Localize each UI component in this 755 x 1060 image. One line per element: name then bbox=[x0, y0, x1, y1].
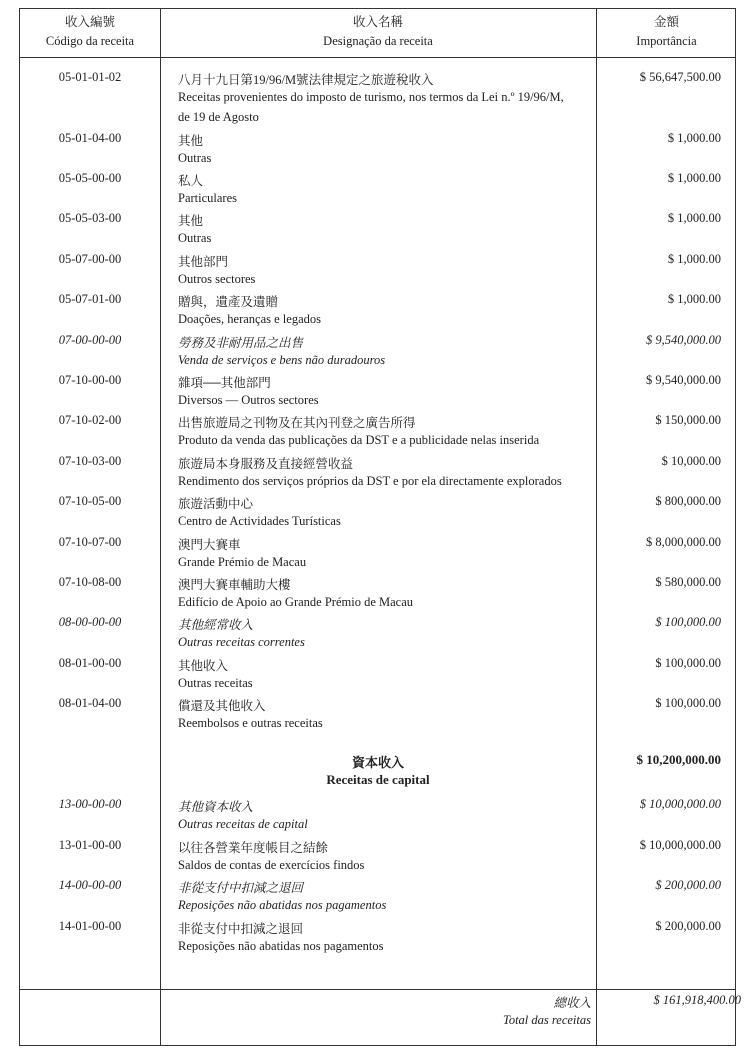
table-row bbox=[20, 369, 735, 409]
designation-zh: 出售旅遊局之刊物及在其內刊登之廣告所得 bbox=[178, 416, 416, 431]
header-designation bbox=[160, 13, 596, 51]
designation-zh: 其他 bbox=[178, 214, 204, 229]
header-code bbox=[20, 13, 160, 51]
header-amount bbox=[596, 13, 737, 51]
designation-pt: Saldos de contas de exercícios findos bbox=[178, 857, 365, 872]
table-row bbox=[20, 531, 735, 571]
capital-amount: $ 10,200,000.00 bbox=[636, 752, 721, 768]
designation-pt-cont: de 19 de Agosto bbox=[178, 110, 259, 124]
designation-zh: 償還及其他收入 bbox=[178, 699, 266, 714]
designation-pt: Outras receitas de capital bbox=[178, 817, 308, 832]
designation-zh: 旅遊活動中心 bbox=[178, 497, 254, 512]
revenue-code: 05-01-01-02 bbox=[58, 70, 122, 84]
table-row bbox=[20, 167, 735, 207]
amount: $ 200,000.00 bbox=[655, 918, 721, 933]
designation-zh: 澳門大賽車輔助大樓 bbox=[178, 577, 291, 592]
total-divider bbox=[20, 989, 735, 990]
amount: $ 1,000.00 bbox=[667, 170, 721, 185]
designation-zh: 非從支付中扣減之退回 bbox=[178, 881, 304, 896]
designation-zh: 勞務及非耐用品之出售 bbox=[178, 335, 304, 350]
header-desc-zh: 收入名稱 bbox=[352, 15, 403, 29]
amount: $ 1,000.00 bbox=[667, 292, 721, 307]
designation-pt: Reembolsos e outras receitas bbox=[178, 716, 323, 731]
rows-current bbox=[20, 66, 735, 732]
designation-zh: 其他 bbox=[178, 133, 204, 148]
revenue-code: 05-07-01-00 bbox=[58, 292, 122, 307]
table-row bbox=[20, 127, 735, 167]
designation-zh: 其他資本收入 bbox=[178, 800, 254, 815]
table-row bbox=[20, 329, 735, 369]
designation-zh: 澳門大賽車 bbox=[178, 537, 241, 552]
designation-zh: 其他經常收入 bbox=[178, 618, 254, 633]
amount: $ 580,000.00 bbox=[655, 574, 721, 589]
table-row bbox=[20, 409, 735, 449]
amount: $ 8,000,000.00 bbox=[646, 534, 721, 549]
revenue-code: 07-10-00-00 bbox=[58, 372, 122, 387]
designation-zh: 以往各營業年度帳目之結餘 bbox=[178, 840, 329, 855]
designation-pt: Outras receitas bbox=[178, 675, 253, 690]
amount: $ 100,000.00 bbox=[655, 655, 721, 670]
revenue-code: 07-10-07-00 bbox=[58, 534, 122, 549]
designation-pt: Produto da venda das publicações da DST e a publicidade nelas inserida bbox=[178, 433, 540, 448]
amount: $ 100,000.00 bbox=[655, 615, 721, 630]
revenue-code: 13-00-00-00 bbox=[58, 797, 122, 812]
amount: $ 9,540,000.00 bbox=[646, 332, 721, 347]
designation-zh: 私人 bbox=[178, 173, 204, 188]
header-divider bbox=[20, 57, 735, 58]
capital-section bbox=[20, 732, 735, 793]
table-body bbox=[20, 66, 735, 955]
table-row bbox=[20, 288, 735, 328]
designation-pt: Outras bbox=[178, 150, 212, 165]
designation-pt: Centro de Actividades Turísticas bbox=[178, 514, 341, 529]
designation-pt: Edifício de Apoio ao Grande Prémio de Macau bbox=[178, 594, 413, 609]
amount: $ 200,000.00 bbox=[655, 878, 721, 893]
revenue-code: 07-10-08-00 bbox=[58, 574, 122, 589]
table-row bbox=[20, 207, 735, 247]
header-desc-pt: Designação da receita bbox=[323, 34, 433, 48]
designation-zh: 雜項──其他部門 bbox=[178, 375, 271, 390]
revenue-code: 14-01-00-00 bbox=[58, 918, 122, 933]
table-row bbox=[20, 66, 735, 127]
amount: $ 1,000.00 bbox=[667, 211, 721, 226]
table-row bbox=[20, 450, 735, 490]
revenue-code: 05-07-00-00 bbox=[58, 251, 122, 266]
header-amount-zh: 金額 bbox=[653, 15, 679, 29]
revenue-code: 07-10-02-00 bbox=[58, 413, 122, 428]
header-code-pt: Código da receita bbox=[45, 34, 135, 48]
designation-zh: 其他部門 bbox=[178, 254, 229, 269]
amount: $ 100,000.00 bbox=[655, 696, 721, 711]
header-code-zh: 收入編號 bbox=[64, 15, 115, 29]
designation-pt: Doações, heranças e legados bbox=[178, 312, 321, 327]
revenue-code: 05-01-04-00 bbox=[58, 130, 122, 145]
total-label-zh: 總收入 bbox=[553, 996, 591, 1010]
total-amount: $ 161,918,400.00 bbox=[653, 993, 741, 1007]
revenue-code: 08-01-00-00 bbox=[58, 655, 122, 670]
designation-zh: 其他收入 bbox=[178, 658, 229, 673]
table-row bbox=[20, 915, 735, 955]
designation-pt: Particulares bbox=[178, 190, 238, 205]
capital-title-zh: 資本收入 bbox=[351, 755, 404, 771]
amount: $ 56,647,500.00 bbox=[639, 70, 721, 84]
amount: $ 10,000.00 bbox=[661, 453, 721, 468]
designation-pt: Venda de serviços e bens não duradouros bbox=[178, 352, 386, 367]
amount: $ 10,000,000.00 bbox=[639, 797, 721, 812]
header-amount-pt: Importância bbox=[636, 34, 697, 48]
table-row bbox=[20, 611, 735, 651]
table-row bbox=[20, 248, 735, 288]
designation-pt: Reposições não abatidas nos pagamentos bbox=[178, 898, 387, 913]
amount: $ 150,000.00 bbox=[655, 413, 721, 428]
amount: $ 1,000.00 bbox=[667, 251, 721, 266]
designation-zh: 贈與，遺產及遺贈 bbox=[178, 295, 279, 310]
designation-zh: 旅遊局本身服務及直接經營收益 bbox=[178, 456, 354, 471]
rows-capital bbox=[20, 793, 735, 955]
table-row bbox=[20, 834, 735, 874]
revenue-code: 05-05-00-00 bbox=[58, 170, 122, 185]
designation-pt: Reposições não abatidas nos pagamentos bbox=[178, 938, 384, 953]
designation-pt: Outras receitas correntes bbox=[178, 635, 305, 650]
revenue-code: 05-05-03-00 bbox=[58, 211, 122, 226]
amount: $ 800,000.00 bbox=[655, 494, 721, 509]
table-row bbox=[20, 793, 735, 833]
total-label-pt: Total das receitas bbox=[503, 1013, 591, 1027]
designation-pt: Diversos — Outros sectores bbox=[178, 392, 319, 407]
table-row bbox=[20, 874, 735, 914]
table-row bbox=[20, 490, 735, 530]
revenue-code: 08-01-04-00 bbox=[58, 696, 122, 711]
designation-pt: Rendimento dos serviços próprios da DST e por ela directamente explorados bbox=[178, 473, 562, 488]
designation-pt: Outros sectores bbox=[178, 271, 256, 286]
revenue-code: 07-10-03-00 bbox=[58, 453, 122, 468]
capital-title-pt: Receitas de capital bbox=[326, 772, 430, 788]
table-row bbox=[20, 652, 735, 692]
designation-pt: Grande Prémio de Macau bbox=[178, 554, 307, 569]
designation-zh: 八月十九日第19/96/M號法律規定之旅遊稅收入 bbox=[178, 73, 434, 87]
designation-pt: Receitas provenientes do imposto de turismo, nos termos da Lei n.º 19/96/M, bbox=[178, 90, 564, 104]
table-row bbox=[20, 692, 735, 732]
table-row bbox=[20, 571, 735, 611]
revenue-code: 08-00-00-00 bbox=[58, 615, 122, 630]
revenue-code: 13-01-00-00 bbox=[58, 837, 122, 852]
designation-zh: 非從支付中扣減之退回 bbox=[178, 921, 304, 936]
designation-pt: Outras bbox=[178, 231, 212, 246]
amount: $ 1,000.00 bbox=[667, 130, 721, 145]
revenue-code: 07-00-00-00 bbox=[58, 332, 122, 347]
amount: $ 9,540,000.00 bbox=[646, 372, 721, 387]
amount: $ 10,000,000.00 bbox=[639, 837, 721, 852]
revenue-code: 14-00-00-00 bbox=[58, 878, 122, 893]
revenue-code: 07-10-05-00 bbox=[58, 494, 122, 509]
revenue-table bbox=[19, 8, 736, 1046]
